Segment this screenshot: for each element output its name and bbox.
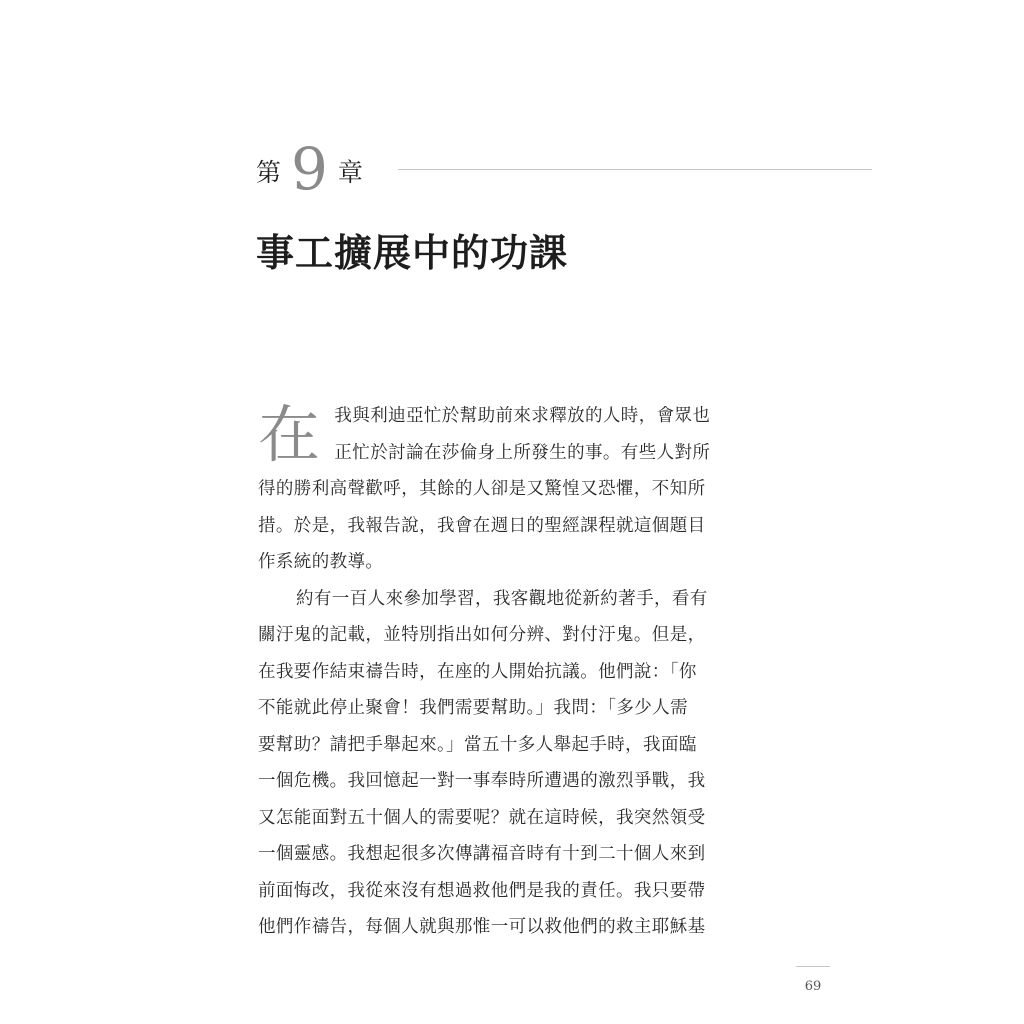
chapter-heading bbox=[256, 135, 363, 203]
drop-cap: 在 bbox=[258, 398, 321, 471]
body-text bbox=[258, 398, 758, 946]
text-line: 關汙鬼的記載，並特別指出如何分辨、對付汙鬼。但是， bbox=[258, 625, 706, 645]
text-line: 作系統的教導。 bbox=[258, 552, 384, 572]
text-line: 一個靈感。我想起很多次傳講福音時有十到二十個人來到 bbox=[258, 844, 706, 864]
chapter-suffix: 章 bbox=[337, 158, 363, 187]
text-line: 不能就此停止聚會！我們需要幫助。」我問：「多少人需 bbox=[258, 698, 688, 718]
text-line: 得的勝利高聲歡呼，其餘的人卻是又驚惶又恐懼，不知所 bbox=[258, 479, 706, 499]
text-line: 措。於是，我報告說，我會在週日的聖經課程就這個題目 bbox=[258, 515, 706, 536]
text-line: 正忙於討論在莎倫身上所發生的事。有些人對所 bbox=[334, 442, 711, 463]
paragraph-1 bbox=[258, 398, 758, 581]
chapter-title: 事工擴展中的功課 bbox=[256, 230, 569, 275]
text-line: 又怎能面對五十個人的需要呢？就在這時候，我突然領受 bbox=[258, 807, 706, 828]
text-line: 約有一百人來參加學習，我客觀地從新約著手，看有 bbox=[296, 588, 708, 609]
text-line: 他們作禱告，每個人就與那惟一可以救他們的救主耶穌基 bbox=[258, 917, 706, 937]
text-line: 要幫助？請把手舉起來。」當五十多人舉起手時，我面臨 bbox=[258, 734, 697, 755]
chapter-number: 9 bbox=[291, 135, 328, 203]
chapter-divider bbox=[398, 169, 872, 170]
page-number: 69 bbox=[804, 979, 822, 994]
text-line: 一個危機。我回憶起一對一事奉時所遭遇的激烈爭戰，我 bbox=[258, 771, 706, 791]
chapter-prefix: 第 bbox=[256, 158, 282, 187]
paragraph-2 bbox=[258, 581, 758, 946]
text-line: 在我要作結束禱告時，在座的人開始抗議。他們說：「你 bbox=[258, 661, 697, 682]
text-line: 我與利迪亞忙於幫助前來求釋放的人時，會眾也 bbox=[334, 406, 711, 426]
text-line: 前面悔改，我從來沒有想過救他們是我的責任。我只要帶 bbox=[258, 880, 706, 901]
footer-divider bbox=[796, 966, 830, 967]
